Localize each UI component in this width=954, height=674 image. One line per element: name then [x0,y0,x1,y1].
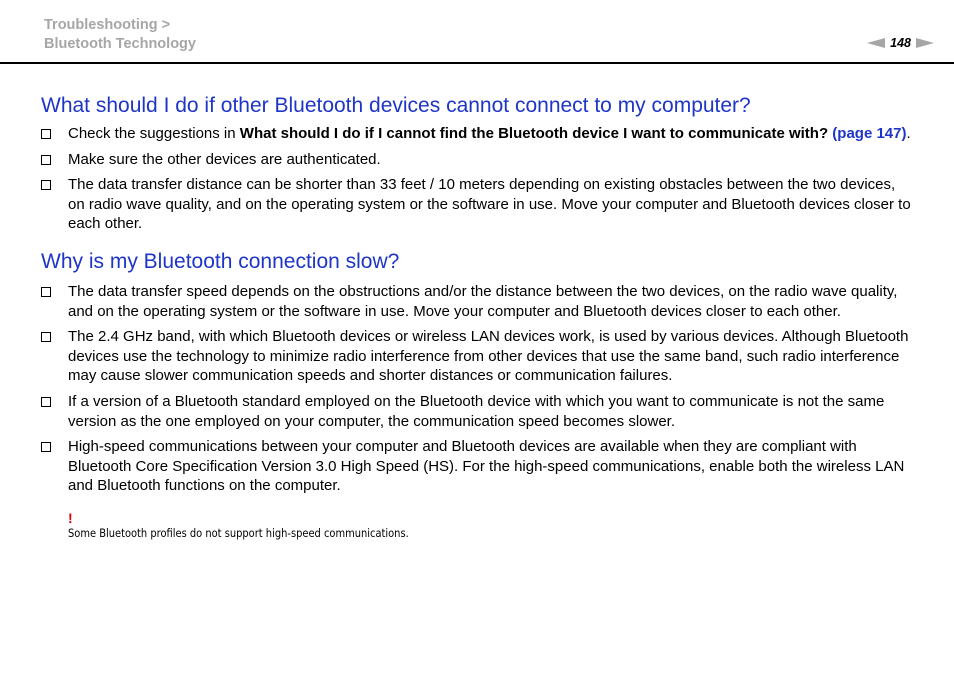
warning-icon: ! [68,509,73,526]
section-title-connection-slow: Why is my Bluetooth connection slow? [41,249,400,273]
note [68,511,916,541]
page-navigation [867,36,934,50]
item-text: The 2.4 GHz band, with which Bluetooth devices or wireless LAN devices work, is used by various devices. Although Bluetooth devices use the technology to minimize radio interference from other devices that use the same band, such radio interference may cause slower communication speeds and shorter distances or communication failures. [68,328,909,385]
breadcrumb-troubleshooting[interactable]: Troubleshooting > [44,17,171,33]
checkbox-bullet-icon [41,332,51,342]
next-page-icon[interactable] [916,38,934,48]
list-item [41,175,916,234]
previous-page-icon[interactable] [867,38,885,48]
checkbox-bullet-icon [41,397,51,407]
checkbox-bullet-icon [41,180,51,190]
page-147-link[interactable]: (page 147) [832,125,907,142]
checkbox-bullet-icon [41,129,51,139]
breadcrumb-bluetooth-technology[interactable]: Bluetooth Technology [44,36,196,52]
checkbox-bullet-icon [41,287,51,297]
connection-slow-list [41,282,916,496]
cannot-connect-list [41,124,916,234]
item-text-suffix: . [906,125,911,142]
item-text: The data transfer distance can be shorter than 33 feet / 10 meters depending on existing obstacles between the two devices, on radio wave quality, and on the operating system or the software in use. Move your computer and Bluetooth devices closer to each other. [68,176,911,233]
main-content [41,92,916,541]
list-item [41,437,916,496]
header-divider [0,62,954,64]
breadcrumb [44,16,196,54]
item-text: Make sure the other devices are authenticated. [68,150,381,168]
list-item [41,392,916,431]
page-number: 148 [890,36,911,50]
checkbox-bullet-icon [41,155,51,165]
list-item [41,327,916,386]
list-item [41,282,916,321]
item-text-bold: What should I do if I cannot find the Bluetooth device I want to communicate with? [239,125,829,142]
list-item [41,124,916,144]
section-title-cannot-connect: What should I do if other Bluetooth devices cannot connect to my computer? [41,94,751,117]
note-text: Some Bluetooth profiles do not support high-speed communications. [68,525,409,540]
item-text: High-speed communications between your computer and Bluetooth devices are available when they are compliant with Bluetooth Core Specification Version 3.0 High Speed (HS). For the high-speed communications, enable both the wireless LAN and Bluetooth functions on the computer. [68,438,905,495]
checkbox-bullet-icon [41,442,51,452]
list-item [41,150,916,170]
item-text: The data transfer speed depends on the obstructions and/or the distance between the two devices, on the radio wave quality, and on the operating system or the software in use. Move your computer and Bluetooth devices closer to each other. [68,282,898,320]
item-text: If a version of a Bluetooth standard employed on the Bluetooth device with which you want to communicate is not the same version as the one employed on your computer, the communication speed becomes slower. [68,392,885,430]
item-text-prefix: Check the suggestions in [68,125,240,142]
